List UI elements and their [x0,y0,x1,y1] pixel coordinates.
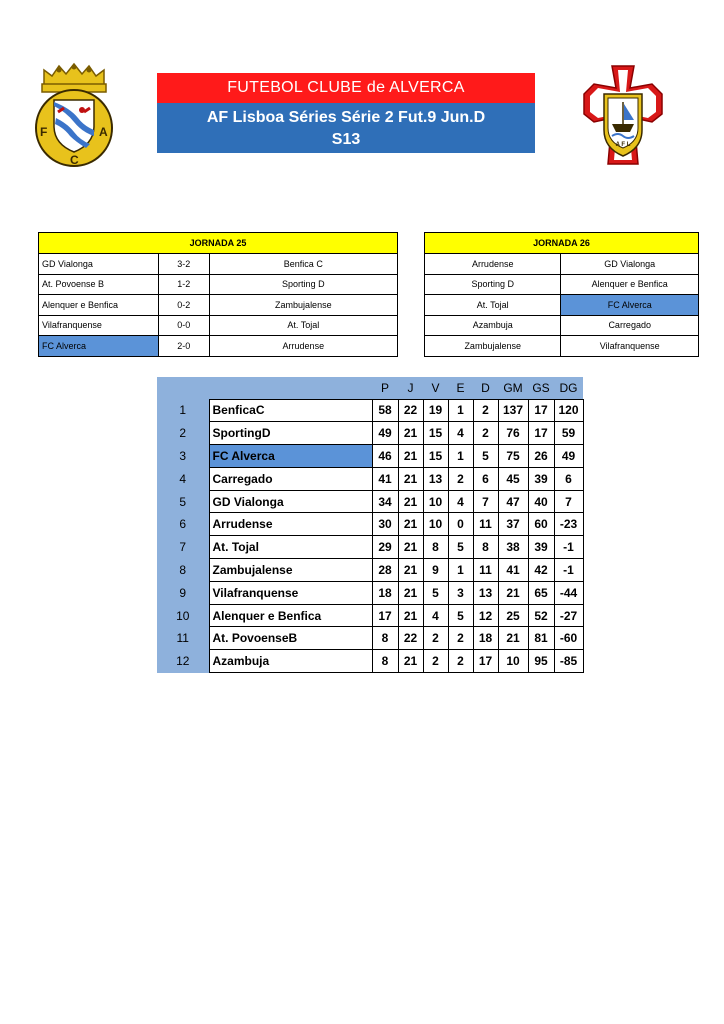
stat-v: 19 [423,399,448,422]
stat-v: 8 [423,536,448,559]
stat-v: 10 [423,490,448,513]
table-row [425,315,699,336]
stat-gm: 21 [498,627,528,650]
position: 12 [157,650,209,673]
stat-v: 4 [423,604,448,627]
column-header-e: E [448,377,473,399]
stat-gm: 38 [498,536,528,559]
table-row [157,559,583,582]
match-score: 0-0 [158,315,209,336]
away-team: Sporting D [209,274,397,295]
stat-v: 10 [423,513,448,536]
home-team: Azambuja [425,315,561,336]
stat-e: 5 [448,604,473,627]
stat-gm: 41 [498,559,528,582]
stat-j: 21 [398,604,423,627]
away-team: Arrudense [209,336,397,357]
table-row [157,627,583,650]
table-row [425,254,699,275]
stat-e: 2 [448,650,473,673]
header-blank [157,377,209,399]
stat-gs: 39 [528,467,554,490]
stat-v: 15 [423,445,448,468]
stat-gs: 26 [528,445,554,468]
column-header-p: P [372,377,398,399]
team-name: GD Vialonga [209,490,372,513]
home-team: At. Tojal [425,295,561,316]
stat-p: 34 [372,490,398,513]
position: 7 [157,536,209,559]
away-team-highlight: FC Alverca [561,295,699,316]
home-team: Arrudense [425,254,561,275]
stat-dg: 59 [554,422,583,445]
stat-d: 11 [473,513,498,536]
stat-e: 2 [448,627,473,650]
stat-dg: -1 [554,559,583,582]
stat-p: 8 [372,627,398,650]
stat-dg: 120 [554,399,583,422]
crest-letter-c: C [70,153,79,167]
table-row [157,490,583,513]
stat-p: 8 [372,650,398,673]
stat-d: 2 [473,399,498,422]
stat-gs: 42 [528,559,554,582]
position: 10 [157,604,209,627]
stat-gs: 60 [528,513,554,536]
position: 2 [157,422,209,445]
stat-d: 7 [473,490,498,513]
stat-j: 21 [398,536,423,559]
crest-letter-f: F [40,125,48,139]
stat-gs: 40 [528,490,554,513]
column-header-gm: GM [498,377,528,399]
stat-e: 2 [448,467,473,490]
away-team: At. Tojal [209,315,397,336]
stat-e: 3 [448,581,473,604]
jornada-26-table [424,232,699,357]
team-name: FC Alverca [209,445,372,468]
competition-line-1: AF Lisboa Séries Série 2 Fut.9 Jun.D [206,109,486,126]
team-name: Arrudense [209,513,372,536]
position: 5 [157,490,209,513]
stat-dg: 6 [554,467,583,490]
column-header-j: J [398,377,423,399]
away-team: Zambujalense [209,295,397,316]
stat-p: 49 [372,422,398,445]
stat-gm: 37 [498,513,528,536]
stat-gs: 17 [528,399,554,422]
stat-p: 29 [372,536,398,559]
away-team: Benfica C [209,254,397,275]
stat-gm: 47 [498,490,528,513]
stat-dg: -85 [554,650,583,673]
table-row [39,295,398,316]
stat-dg: 7 [554,490,583,513]
table-row [157,467,583,490]
header-blank [209,377,372,399]
away-team: Carregado [561,315,699,336]
position: 6 [157,513,209,536]
match-score: 3-2 [158,254,209,275]
stat-j: 21 [398,422,423,445]
team-name: At. Tojal [209,536,372,559]
stat-dg: -1 [554,536,583,559]
stat-j: 22 [398,399,423,422]
stat-p: 30 [372,513,398,536]
home-team: Sporting D [425,274,561,295]
stat-d: 12 [473,604,498,627]
stat-e: 1 [448,559,473,582]
team-name: SportingD [209,422,372,445]
jornada-25-title: JORNADA 25 [39,233,398,254]
stat-gm: 10 [498,650,528,673]
stat-d: 8 [473,536,498,559]
stat-dg: -27 [554,604,583,627]
stat-d: 17 [473,650,498,673]
match-score: 1-2 [158,274,209,295]
page-header [157,73,535,153]
table-row [157,604,583,627]
standings-table [157,377,584,673]
column-header-v: V [423,377,448,399]
column-header-gs: GS [528,377,554,399]
team-name: Azambuja [209,650,372,673]
stat-d: 18 [473,627,498,650]
position: 1 [157,399,209,422]
club-title: FUTEBOL CLUBE de ALVERCA [157,73,535,103]
stat-p: 46 [372,445,398,468]
stat-gs: 52 [528,604,554,627]
table-row [39,315,398,336]
position: 4 [157,467,209,490]
stat-v: 9 [423,559,448,582]
stat-gs: 81 [528,627,554,650]
position: 8 [157,559,209,582]
jornada-26-title: JORNADA 26 [425,233,699,254]
table-row [157,536,583,559]
stat-j: 21 [398,445,423,468]
crest-letter-a: A [99,125,108,139]
team-name: Zambujalense [209,559,372,582]
table-row [157,445,583,468]
stat-j: 21 [398,559,423,582]
stat-gm: 45 [498,467,528,490]
stat-e: 1 [448,445,473,468]
stat-dg: 49 [554,445,583,468]
home-team: Alenquer e Benfica [39,295,159,316]
column-header-d: D [473,377,498,399]
team-name: Alenquer e Benfica [209,604,372,627]
stat-e: 5 [448,536,473,559]
stat-gs: 39 [528,536,554,559]
stat-e: 1 [448,399,473,422]
stat-p: 58 [372,399,398,422]
team-name: BenficaC [209,399,372,422]
home-team: GD Vialonga [39,254,159,275]
team-name: At. PovoenseB [209,627,372,650]
stat-j: 21 [398,581,423,604]
stat-dg: -60 [554,627,583,650]
away-team: Alenquer e Benfica [561,274,699,295]
away-team: Vilafranquense [561,336,699,357]
stat-gm: 21 [498,581,528,604]
table-row [39,274,398,295]
stat-e: 4 [448,490,473,513]
stat-p: 17 [372,604,398,627]
stat-j: 21 [398,513,423,536]
jornada-25-table [38,232,398,357]
home-team: At. Povoense B [39,274,159,295]
team-name: Carregado [209,467,372,490]
stat-gm: 75 [498,445,528,468]
stat-gs: 95 [528,650,554,673]
stat-gs: 65 [528,581,554,604]
stat-gm: 137 [498,399,528,422]
fc-alverca-crest [26,60,122,168]
team-name: Vilafranquense [209,581,372,604]
table-row [39,336,398,357]
stat-v: 13 [423,467,448,490]
home-team: Vilafranquense [39,315,159,336]
column-header-dg: DG [554,377,583,399]
stat-d: 11 [473,559,498,582]
table-row [157,581,583,604]
stat-gm: 25 [498,604,528,627]
table-row [157,513,583,536]
stat-j: 21 [398,650,423,673]
stat-e: 4 [448,422,473,445]
position: 9 [157,581,209,604]
stat-j: 21 [398,490,423,513]
away-team: GD Vialonga [561,254,699,275]
home-team: Zambujalense [425,336,561,357]
table-row [425,295,699,316]
stat-d: 6 [473,467,498,490]
table-row [157,650,583,673]
stat-p: 41 [372,467,398,490]
stat-d: 2 [473,422,498,445]
stat-v: 2 [423,627,448,650]
table-row [157,399,583,422]
stat-v: 5 [423,581,448,604]
stat-gm: 76 [498,422,528,445]
table-row [425,274,699,295]
competition-title [157,103,535,153]
stat-j: 21 [398,467,423,490]
stat-e: 0 [448,513,473,536]
competition-line-2: S13 [331,131,361,148]
stat-d: 5 [473,445,498,468]
position: 3 [157,445,209,468]
stat-p: 18 [372,581,398,604]
match-score: 2-0 [158,336,209,357]
home-team-highlight: FC Alverca [39,336,159,357]
stat-d: 13 [473,581,498,604]
table-row [425,336,699,357]
match-score: 0-2 [158,295,209,316]
table-row [157,422,583,445]
position: 11 [157,627,209,650]
standings-header [157,377,583,399]
stat-p: 28 [372,559,398,582]
crest-text-afl: A F L [615,142,631,148]
stat-dg: -23 [554,513,583,536]
stat-j: 22 [398,627,423,650]
table-row [39,254,398,275]
stat-v: 2 [423,650,448,673]
stat-dg: -44 [554,581,583,604]
af-lisboa-crest [582,64,664,166]
stat-gs: 17 [528,422,554,445]
stat-v: 15 [423,422,448,445]
